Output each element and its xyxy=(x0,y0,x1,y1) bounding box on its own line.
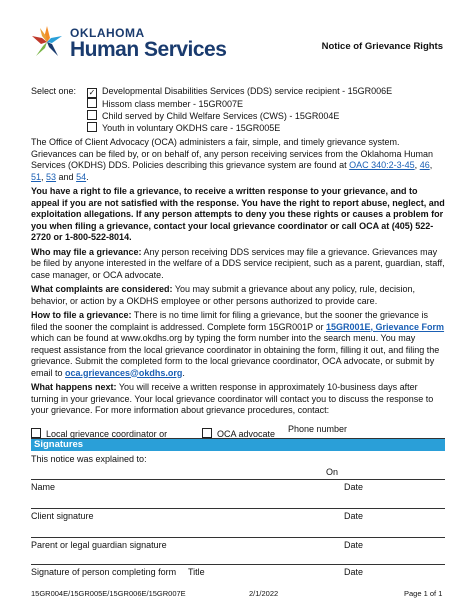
option-dds-label: Developmental Disabilities Services (DDS) service recipient - 15GR006E xyxy=(102,86,393,96)
explained-to-label: This notice was explained to: xyxy=(31,454,147,464)
client-signature-line[interactable] xyxy=(31,508,445,509)
how-to-file-text-2: which can be found at www.okdhs.org by typing the form number into the search menu. You may request assistance from the local grievance coordinator in obtaining the form, filling it out, and filing the grievance. Submit the completed form to the local grievance coordinator, OCA advocate, or submit by email to xyxy=(31,333,440,378)
phone-number-label: Phone number xyxy=(288,424,348,434)
oca-email-link[interactable]: oca.grievances@okdhs.org xyxy=(65,367,183,378)
option-cws-label: Child served by Child Welfare Services (CWS) - 15GR004E xyxy=(102,111,340,121)
on-label: On xyxy=(326,467,339,477)
how-to-file-heading: How to file a grievance: xyxy=(31,310,132,320)
notice-body xyxy=(31,137,445,420)
option-hissom-label: Hissom class member - 15GR007E xyxy=(102,99,244,109)
client-signature-label: Client signature xyxy=(31,511,94,521)
oca-advocate-label: OCA advocate xyxy=(217,429,276,439)
oac-46-link[interactable]: 46 xyxy=(419,160,430,170)
complaints-text: You may submit a grievance about any policy, rule, decision, behavior, or action by a OKDHS employee or other persons authorized to provide care. xyxy=(31,284,416,306)
signatures-section-header: Signatures xyxy=(31,439,445,451)
oac-link[interactable]: OAC 340:2-3-45 xyxy=(349,160,415,170)
page-title: Notice of Grievance Rights xyxy=(321,41,443,52)
oac-53-link[interactable]: 53 xyxy=(46,171,57,182)
contact-row xyxy=(31,426,445,438)
option-hissom[interactable] xyxy=(87,98,243,110)
sep: , xyxy=(414,160,420,170)
intro-paragraph xyxy=(31,137,445,183)
rights-paragraph: You have a right to file a grievance, to receive a written response to your grievance, and to appeal if you are not satisfied with the response. You have the right to report abuse, neglect, and exploitation allegations. If any person attempts to deny you these rights or causes a problem for you when filing a grievance, contact your local grievance coordinator or call OCA at (405) 522-2720 or 1-800-522-8014. xyxy=(31,186,445,242)
select-label: Select one: xyxy=(31,86,77,96)
footer-page-number: Page 1 of 1 xyxy=(404,589,443,598)
date-label-4: Date xyxy=(344,567,364,577)
who-may-file-text: Any person receiving DDS services may file a grievance. Grievances may be filed by anyone interested in the welfare of a DDS service recipient, such as a parent, guardian, staff, case manager, or OCA advocate. xyxy=(31,246,445,280)
how-to-file-text: There is no time limit for filing a grievance, but the sooner the grievance is filed the sooner the complaint is addressed. Complete form 15GR001P or xyxy=(31,310,429,332)
sep: , xyxy=(41,171,47,182)
sep: . xyxy=(182,367,185,378)
sep: , xyxy=(429,160,433,170)
option-youth-label: Youth in voluntary OKDHS care - 15GR005E xyxy=(102,123,281,133)
what-next-text: You will receive a written response in approximately 10-business days after turning in your grievance. Your local grievance coordinator will contact you to discuss the response to your grievance. For more information about grievance procedures, contact: xyxy=(31,382,434,415)
oac-54-link[interactable]: 54 xyxy=(76,171,87,182)
complaints-heading: What complaints are considered: xyxy=(31,284,173,294)
date-label-3: Date xyxy=(344,540,364,550)
date-label-2: Date xyxy=(344,511,364,521)
completer-signature-line[interactable] xyxy=(31,564,445,565)
option-dds-checkbox[interactable]: ✓ xyxy=(88,88,96,97)
oklahoma-human-services-logo xyxy=(28,24,228,64)
what-next-heading: What happens next: xyxy=(31,382,117,392)
title-label: Title xyxy=(188,567,205,577)
how-to-file-paragraph xyxy=(31,310,445,379)
option-youth-checkbox[interactable] xyxy=(87,122,97,132)
option-dds[interactable] xyxy=(87,86,392,98)
parent-signature-line[interactable] xyxy=(31,537,445,538)
what-next-paragraph xyxy=(31,382,445,417)
completer-signature-label: Signature of person completing form xyxy=(31,567,177,577)
logo-bottom-text: Human Services xyxy=(70,38,227,61)
sep: and xyxy=(56,171,77,182)
option-youth[interactable] xyxy=(87,122,280,134)
logo-top-text: OKLAHOMA xyxy=(70,26,145,40)
oca-advocate-checkbox[interactable] xyxy=(202,428,212,438)
intro-text: The Office of Client Advocacy (OCA) administers a fair, simple, and timely grievance system. Grievances can be filed by, or on behalf of, any person receiving services from the Oklahoma Human Services (OKDHS) DDS. Policies describing this grievance system are found at xyxy=(31,137,434,170)
explained-to-line[interactable] xyxy=(31,479,445,480)
name-label: Name xyxy=(31,482,56,492)
option-cws-checkbox[interactable] xyxy=(87,110,97,120)
date-label-1: Date xyxy=(344,482,364,492)
sep: . xyxy=(86,171,89,182)
star-burst-icon xyxy=(28,24,66,62)
footer-date: 2/1/2022 xyxy=(249,589,279,598)
parent-signature-label: Parent or legal guardian signature xyxy=(31,540,167,550)
option-hissom-checkbox[interactable] xyxy=(87,98,97,108)
oac-51-link[interactable]: 51 xyxy=(31,171,42,182)
local-coordinator-label: Local grievance coordinator or xyxy=(46,429,168,439)
option-cws[interactable] xyxy=(87,110,339,122)
complaints-paragraph xyxy=(31,284,445,307)
local-coordinator-checkbox[interactable] xyxy=(31,428,41,438)
footer-form-numbers: 15GR004E/15GR005E/15GR006E/15GR007E xyxy=(31,589,186,598)
who-may-file-paragraph xyxy=(31,247,445,282)
who-may-file-heading: Who may file a grievance: xyxy=(31,246,142,257)
grievance-form-link[interactable]: 15GR001E, Grievance Form xyxy=(326,321,445,332)
